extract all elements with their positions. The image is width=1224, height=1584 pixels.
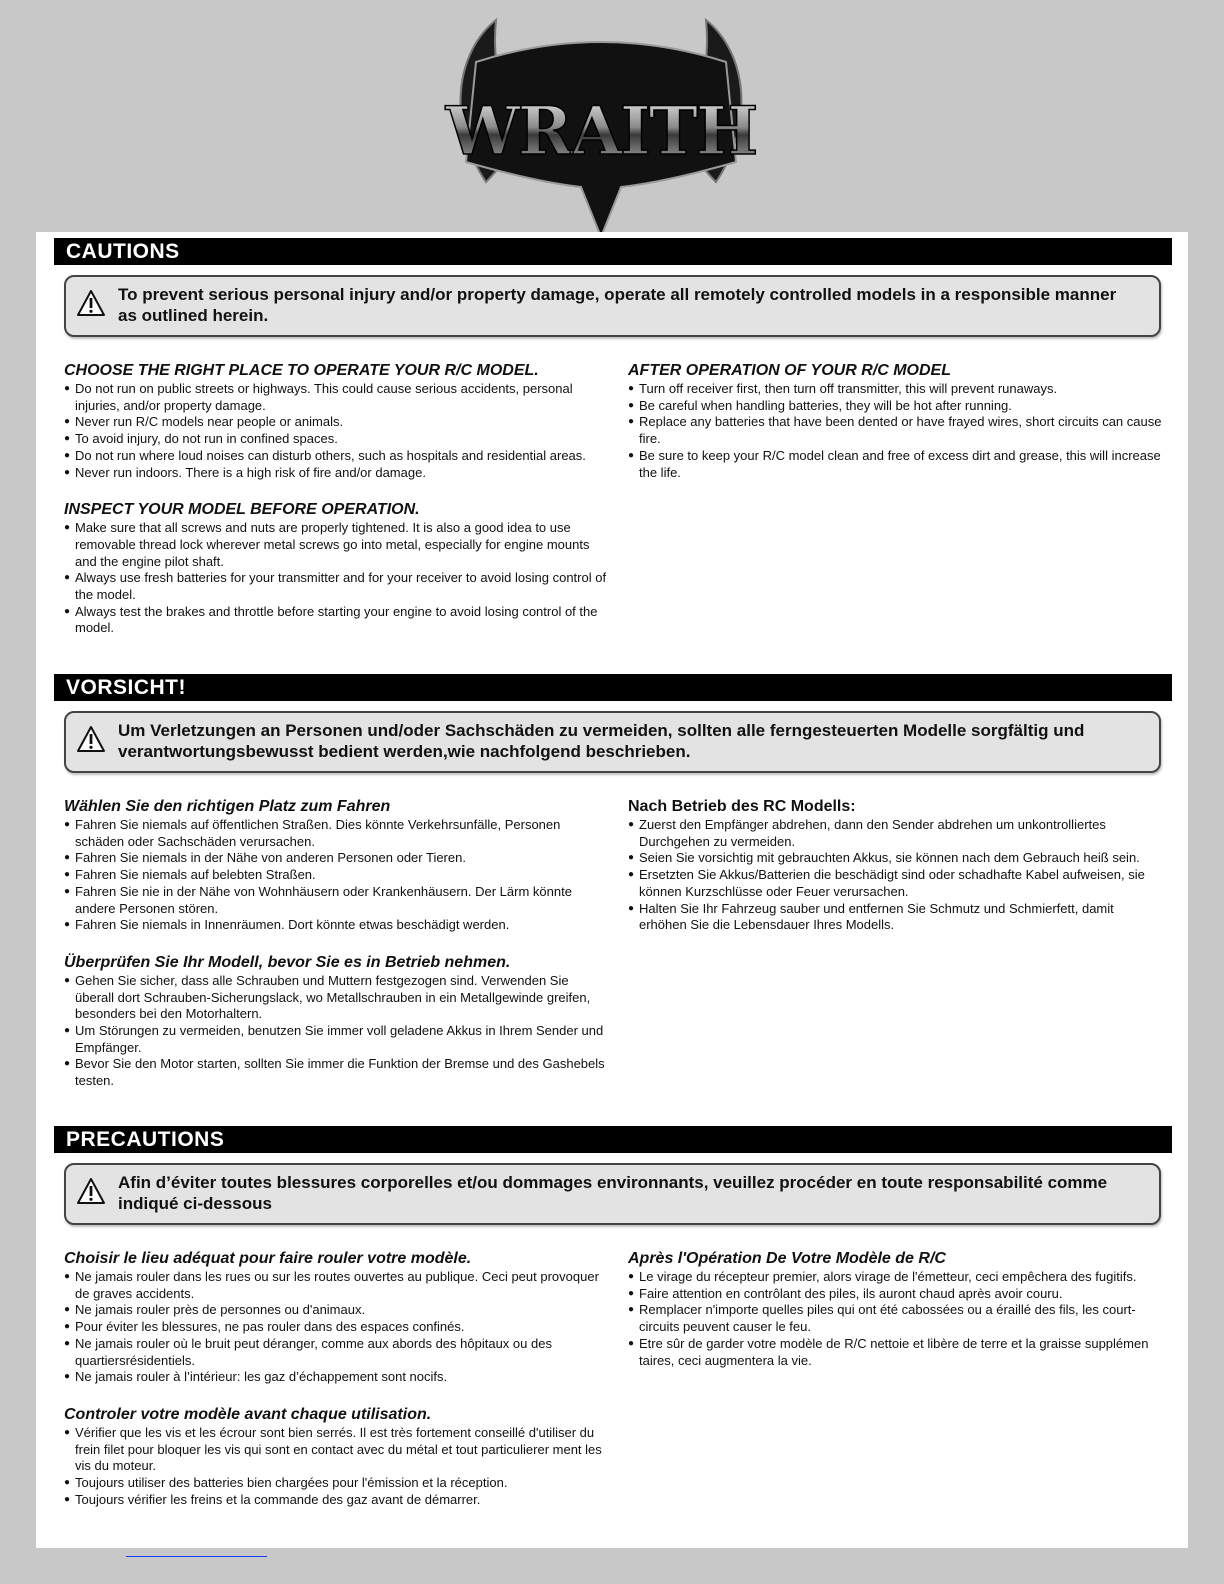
group-heading: Nach Betrieb des RC Modells:	[628, 798, 856, 815]
list-item: ● Ne jamais rouler dans les rues ou sur les routes ouvertes au publique. Ceci peut provoquer de graves accidents.	[64, 1269, 609, 1302]
warning-triangle-icon	[76, 725, 106, 753]
warning-box	[64, 711, 1161, 773]
list-item: ● Fahren Sie niemals in Innenräumen. Dort könnte etwas beschädigt werden.	[64, 917, 609, 934]
list-item: ● Turn off receiver first, then turn off transmitter, this will prevent runaways.	[628, 381, 1163, 398]
list-item: ● Ne jamais rouler près de personnes ou d'animaux.	[64, 1302, 609, 1319]
group-heading: Après l'Opération De Votre Modèle de R/C	[628, 1250, 946, 1267]
group-heading: Controler votre modèle avant chaque utilisation.	[64, 1405, 432, 1423]
footer-link-underline[interactable]	[126, 1556, 267, 1557]
list-item: ● Halten Sie Ihr Fahrzeug sauber und entfernen Sie Schmutz und Schmierfett, damit erhöhen Sie die Lebensdauer Ihres Modells.	[628, 901, 1163, 934]
left-column	[64, 362, 609, 657]
list-item: ● Ne jamais rouler où le bruit peut déranger, comme aux abords des hôpitaux ou des quartiersrésidentiels.	[64, 1336, 609, 1369]
list-item: ● Seien Sie vorsichtig mit gebrauchten Akkus, sie können nach dem Gebrauch heiß sein.	[628, 850, 1163, 867]
warning-text: Afin d’éviter toutes blessures corporelles et/ou dommages environnants, veuillez procéder en toute responsabilité comme indiqué ci-dessous	[118, 1173, 1108, 1213]
list-item: ● Le virage du récepteur premier, alors virage de l'émetteur, ceci empêchera des fugitifs.	[628, 1269, 1163, 1286]
list-item: ● Always test the brakes and throttle before starting your engine to avoid losing control of the model.	[64, 604, 609, 637]
list-item: ● Fahren Sie nie in der Nähe von Wohnhäusern oder Krankenhäusern. Der Lärm könnte andere Personen stören.	[64, 884, 609, 917]
list-item: ● Never run indoors. There is a high risk of fire and/or damage.	[64, 465, 609, 482]
list-item: ● Ne jamais rouler à l’intérieur: les gaz d’échappement sont nocifs.	[64, 1369, 609, 1386]
section-cautions	[54, 238, 1172, 636]
warning-text: To prevent serious personal injury and/or property damage, operate all remotely controlled models in a responsible manner as outlined herein.	[118, 285, 1117, 325]
group-heading: AFTER OPERATION OF YOUR R/C MODEL	[628, 362, 951, 379]
list-item: ● Pour éviter les blessures, ne pas rouler dans des espaces confinés.	[64, 1319, 609, 1336]
list-item: ● Faire attention en contrôlant des piles, ils auront chaud après avoir couru.	[628, 1286, 1163, 1303]
caution-sheet	[36, 232, 1188, 1548]
group-after-operation	[628, 362, 1163, 481]
group-choose-place	[64, 362, 609, 481]
list-item: ● Um Störungen zu vermeiden, benutzen Sie immer voll geladene Akkus in Ihrem Sender und Empfänger.	[64, 1023, 609, 1056]
warning-triangle-icon	[76, 1177, 106, 1205]
list-item: ● Always use fresh batteries for your transmitter and for your receiver to avoid losing control of the model.	[64, 570, 609, 603]
list-item: ● Be careful when handling batteries, they will be hot after running.	[628, 398, 1163, 415]
list-item: ● Zuerst den Empfänger abdrehen, dann den Sender abdrehen um unkontrolliertes Durchgehen zu vermeiden.	[628, 817, 1163, 850]
right-column	[628, 798, 1163, 954]
list-item: ● Toujours utiliser des batteries bien chargées pour l'émission et la réception.	[64, 1475, 609, 1492]
section-title-vorsicht: VORSICHT!	[54, 674, 1172, 701]
list-item: ● Gehen Sie sicher, dass alle Schrauben und Muttern festgezogen sind. Verwenden Sie überall dort Schrauben-Sicherungslack, wo Metallschrauben in ein Metallgewinde greifen, besonders bei den Motorhaltern.	[64, 973, 609, 1023]
list-item: ● Be sure to keep your R/C model clean and free of excess dirt and grease, this will increase the life.	[628, 448, 1163, 481]
wraith-logo	[436, 12, 766, 240]
group-choisir-lieu	[64, 1250, 609, 1386]
section-title-cautions: CAUTIONS	[54, 238, 1172, 265]
list-item: ● Remplacer n'importe quelles piles qui ont été cabossées ou a éraillé des fils, les court-circuits peuvent causer le feu.	[628, 1302, 1163, 1335]
group-heading: Überprüfen Sie Ihr Modell, bevor Sie es in Betrieb nehmen.	[64, 953, 511, 971]
group-controler	[64, 1406, 609, 1509]
warning-triangle-icon	[76, 289, 106, 317]
list-item: ● Fahren Sie niemals in der Nähe von anderen Personen oder Tieren.	[64, 850, 609, 867]
list-item: ● Toujours vérifier les freins et la commande des gaz avant de démarrer.	[64, 1492, 609, 1509]
group-ueberpruefen	[64, 954, 609, 1090]
group-inspect-model	[64, 501, 609, 637]
list-item: ● Fahren Sie niemals auf öffentlichen Straßen. Dies könnte Verkehrsunfälle, Personen schäden oder Sachschäden verursachen.	[64, 817, 609, 850]
list-item: ● Fahren Sie niemals auf belebten Straßen.	[64, 867, 609, 884]
group-heading: CHOOSE THE RIGHT PLACE TO OPERATE YOUR R/C MODEL.	[64, 362, 539, 379]
section-vorsicht	[54, 674, 1172, 1089]
warning-box	[64, 1163, 1161, 1225]
list-item: ● Etre sûr de garder votre modèle de R/C nettoie et libère de terre et la graisse supplémen taires, ceci augmentera la vie.	[628, 1336, 1163, 1369]
group-heading: Choisir le lieu adéquat pour faire rouler votre modèle.	[64, 1250, 472, 1267]
logo-wordmark: WRAITH	[445, 92, 757, 170]
group-apres-operation	[628, 1250, 1163, 1369]
group-platz	[64, 798, 609, 934]
right-column	[628, 362, 1163, 501]
warning-box	[64, 275, 1161, 337]
right-column	[628, 1250, 1163, 1389]
group-nach-betrieb	[628, 798, 1163, 934]
list-item: ● Do not run on public streets or highways. This could cause serious accidents, personal injuries, and/or property damage.	[64, 381, 609, 414]
group-heading: Wählen Sie den richtigen Platz zum Fahren	[64, 798, 391, 815]
list-item: ● Never run R/C models near people or animals.	[64, 414, 609, 431]
list-item: ● Vérifier que les vis et les écrour sont bien serrés. Il est très fortement conseillé d'utiliser du frein filet pour bloquer les vis qui sont en contact avec du métal et tout particulierer ment les vis du moteur.	[64, 1425, 609, 1475]
warning-text: Um Verletzungen an Personen und/oder Sachschäden zu vermeiden, sollten alle ferngesteuerten Modelle sorgfältig und verantwortungsbewusst bedient werden,wie nachfolgend beschrieben.	[118, 721, 1085, 761]
list-item: ● Bevor Sie den Motor starten, sollten Sie immer die Funktion der Bremse und des Gashebels testen.	[64, 1056, 609, 1089]
list-item: ● To avoid injury, do not run in confined spaces.	[64, 431, 609, 448]
list-item: ● Do not run where loud noises can disturb others, such as hospitals and residential areas.	[64, 448, 609, 465]
section-title-precautions: PRECAUTIONS	[54, 1126, 1172, 1153]
left-column	[64, 1250, 609, 1528]
left-column	[64, 798, 609, 1110]
list-item: ● Make sure that all screws and nuts are properly tightened. It is also a good idea to use removable thread lock wherever metal screws go into metal, especially for engine mounts and the engine pilot shaft.	[64, 520, 609, 570]
list-item: ● Replace any batteries that have been dented or have frayed wires, short circuits can cause fire.	[628, 414, 1163, 447]
list-item: ● Ersetzten Sie Akkus/Batterien die beschädigt sind oder schadhafte Kabel aufweisen, sie können Kurzschlüsse oder Feuer verursachen.	[628, 867, 1163, 900]
group-heading: INSPECT YOUR MODEL BEFORE OPERATION.	[64, 501, 420, 519]
section-precautions	[54, 1126, 1172, 1507]
